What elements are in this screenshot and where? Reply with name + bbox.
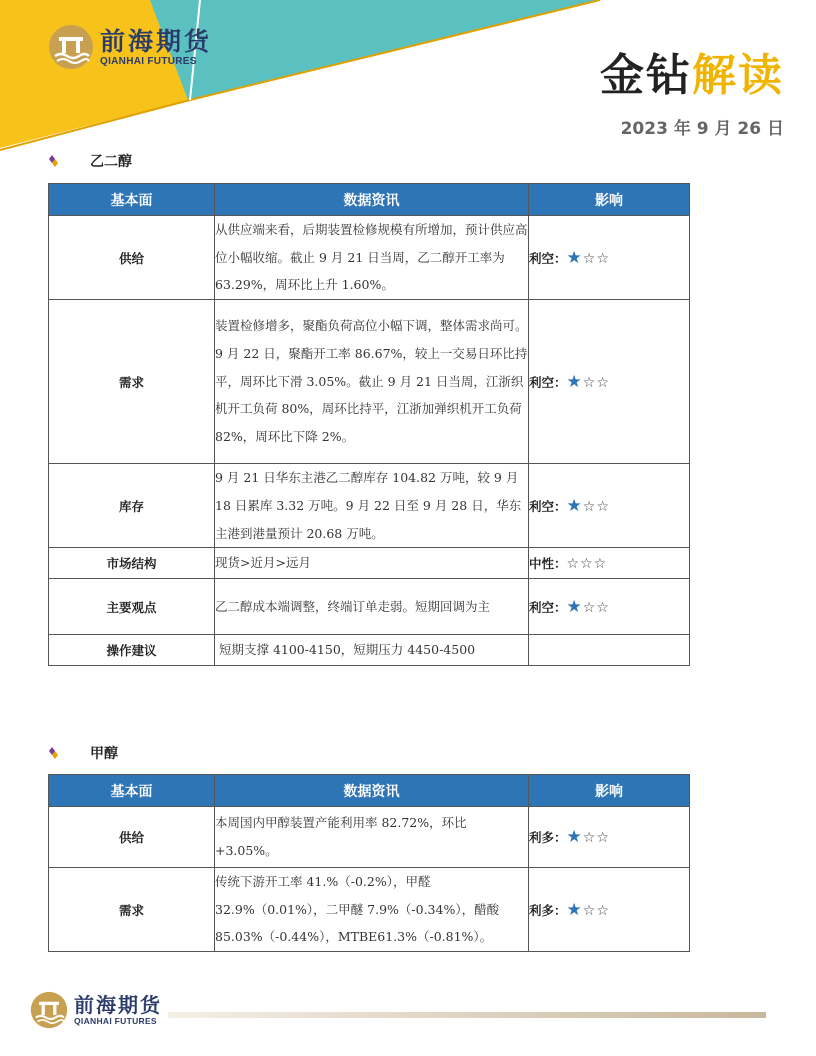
page-title	[600, 48, 784, 104]
row-impact	[529, 464, 690, 548]
star-outline-icon: ☆	[593, 556, 608, 573]
star-filled-icon: ★	[566, 371, 583, 392]
table-row	[49, 548, 690, 579]
column-header-data-info: 数据资讯	[215, 184, 529, 216]
rating-stars	[566, 596, 610, 617]
star-filled-icon: ★	[566, 247, 583, 268]
table-row	[49, 464, 690, 548]
star-outline-icon: ☆	[580, 556, 594, 573]
page-title-part1: 金钻	[600, 50, 692, 101]
row-info: 乙二醇成本端调整，终端订单走弱。短期回调为主	[215, 579, 529, 635]
star-outline-icon: ☆	[582, 498, 597, 515]
row-category: 库存	[49, 464, 215, 548]
brand-name-cn: 前海期货	[74, 993, 162, 1017]
rating-stars	[566, 899, 610, 920]
impact-label: 利空：	[529, 498, 567, 514]
row-category: 供给	[49, 216, 215, 300]
star-outline-icon: ☆	[596, 250, 610, 267]
row-category: 操作建议	[49, 635, 215, 666]
star-filled-icon: ★	[566, 899, 583, 920]
brand-name-en: QIANHAI FUTURES	[100, 55, 197, 67]
star-outline-icon: ☆	[582, 250, 597, 267]
impact-label: 中性：	[529, 556, 567, 572]
column-header-fundamentals: 基本面	[49, 775, 215, 807]
section-heading-methanol	[48, 743, 118, 763]
star-outline-icon: ☆	[582, 599, 597, 616]
row-info: 本周国内甲醇装置产能利用率 82.72%，环比+3.05%。	[215, 807, 529, 868]
section-heading-ethylene-glycol	[48, 151, 132, 171]
table-row	[49, 579, 690, 635]
star-outline-icon: ☆	[596, 599, 610, 616]
row-impact	[529, 548, 690, 579]
impact-label: 利空：	[529, 374, 567, 390]
rating-stars	[566, 827, 610, 847]
qianhai-logo-icon	[30, 991, 68, 1029]
section-title: 甲醇	[90, 746, 118, 762]
brand-name-cn: 前海期货	[100, 26, 213, 56]
table-header-row	[49, 775, 690, 807]
row-impact	[529, 300, 690, 464]
row-info: 传统下游开工率 41.%（-0.2%），甲醛 32.9%（0.01%），二甲醚 7.9%（-0.34%），醋酸 85.03%（-0.44%），MTBE61.3%（-0.81%）。	[215, 868, 529, 952]
star-outline-icon: ☆	[566, 556, 581, 573]
column-header-impact: 影响	[529, 184, 690, 216]
diamond-bullet-icon	[48, 745, 70, 761]
row-impact	[529, 868, 690, 952]
row-impact	[529, 807, 690, 868]
row-impact	[529, 216, 690, 300]
row-info: 短期支撑 4100-4150，短期压力 4450-4500	[215, 635, 529, 666]
impact-label: 利空：	[529, 599, 567, 615]
impact-label: 利多：	[529, 830, 567, 845]
page-title-part2: 解读	[692, 50, 784, 101]
row-category: 主要观点	[49, 579, 215, 635]
star-outline-icon: ☆	[596, 902, 610, 919]
star-outline-icon: ☆	[596, 374, 610, 391]
row-category: 供给	[49, 807, 215, 868]
rating-stars	[566, 495, 610, 516]
impact-label: 利多：	[529, 902, 567, 918]
table-row	[49, 807, 690, 868]
qianhai-logo-icon	[48, 24, 94, 70]
diamond-bullet-icon	[48, 153, 70, 169]
footer-divider	[168, 1012, 766, 1018]
row-impact	[529, 635, 690, 666]
star-outline-icon: ☆	[582, 374, 597, 391]
row-category: 市场结构	[49, 548, 215, 579]
star-filled-icon: ★	[566, 596, 583, 617]
column-header-fundamentals: 基本面	[49, 184, 215, 216]
row-category: 需求	[49, 868, 215, 952]
rating-stars	[567, 556, 608, 572]
brand-logo[interactable]	[48, 24, 212, 70]
star-outline-icon: ☆	[596, 498, 610, 515]
rating-stars	[566, 247, 610, 268]
table-row	[49, 300, 690, 464]
row-info: 9 月 21 日华东主港乙二醇库存 104.82 万吨，较 9 月 18 日累库 3.32 万吨。9 月 22 日至 9 月 28 日，华东主港到港量预计 20.68 万吨。	[215, 464, 529, 548]
column-header-data-info: 数据资讯	[215, 775, 529, 807]
methanol-table	[48, 774, 690, 952]
section-title: 乙二醇	[90, 154, 132, 170]
table-row	[49, 868, 690, 952]
star-filled-icon: ★	[566, 495, 583, 516]
table-row	[49, 216, 690, 300]
column-header-impact: 影响	[529, 775, 690, 807]
report-date: 2023 年 9 月 26 日	[620, 119, 784, 139]
row-info: 从供应端来看，后期装置检修规模有所增加，预计供应高位小幅收缩。截止 9 月 21 日当周，乙二醇开工率为 63.29%，周环比上升 1.60%。	[215, 216, 529, 300]
table-row	[49, 635, 690, 666]
impact-label: 利空：	[529, 250, 567, 266]
star-outline-icon: ☆	[582, 902, 597, 919]
star-outline-icon: ☆	[596, 830, 610, 846]
row-info: 装置检修增多，聚酯负荷高位小幅下调，整体需求尚可。9 月 22 日，聚酯开工率 86.67%，较上一交易日环比持平，周环比下滑 3.05%。截止 9 月 21 日当周，江浙织机开工负荷 80%，周环比持平，江浙加弹织机开工负荷 82%，周环比下降 2%。	[215, 300, 529, 464]
ethylene-glycol-table	[48, 183, 690, 666]
row-category: 需求	[49, 300, 215, 464]
rating-stars	[566, 371, 610, 392]
row-info: 现货>近月>远月	[215, 548, 529, 579]
brand-name-en: QIANHAI FUTURES	[74, 1016, 157, 1026]
row-impact	[529, 579, 690, 635]
star-filled-icon: ★	[566, 827, 583, 847]
star-outline-icon: ☆	[582, 830, 597, 846]
footer-logo[interactable]	[30, 991, 162, 1029]
table-header-row	[49, 184, 690, 216]
